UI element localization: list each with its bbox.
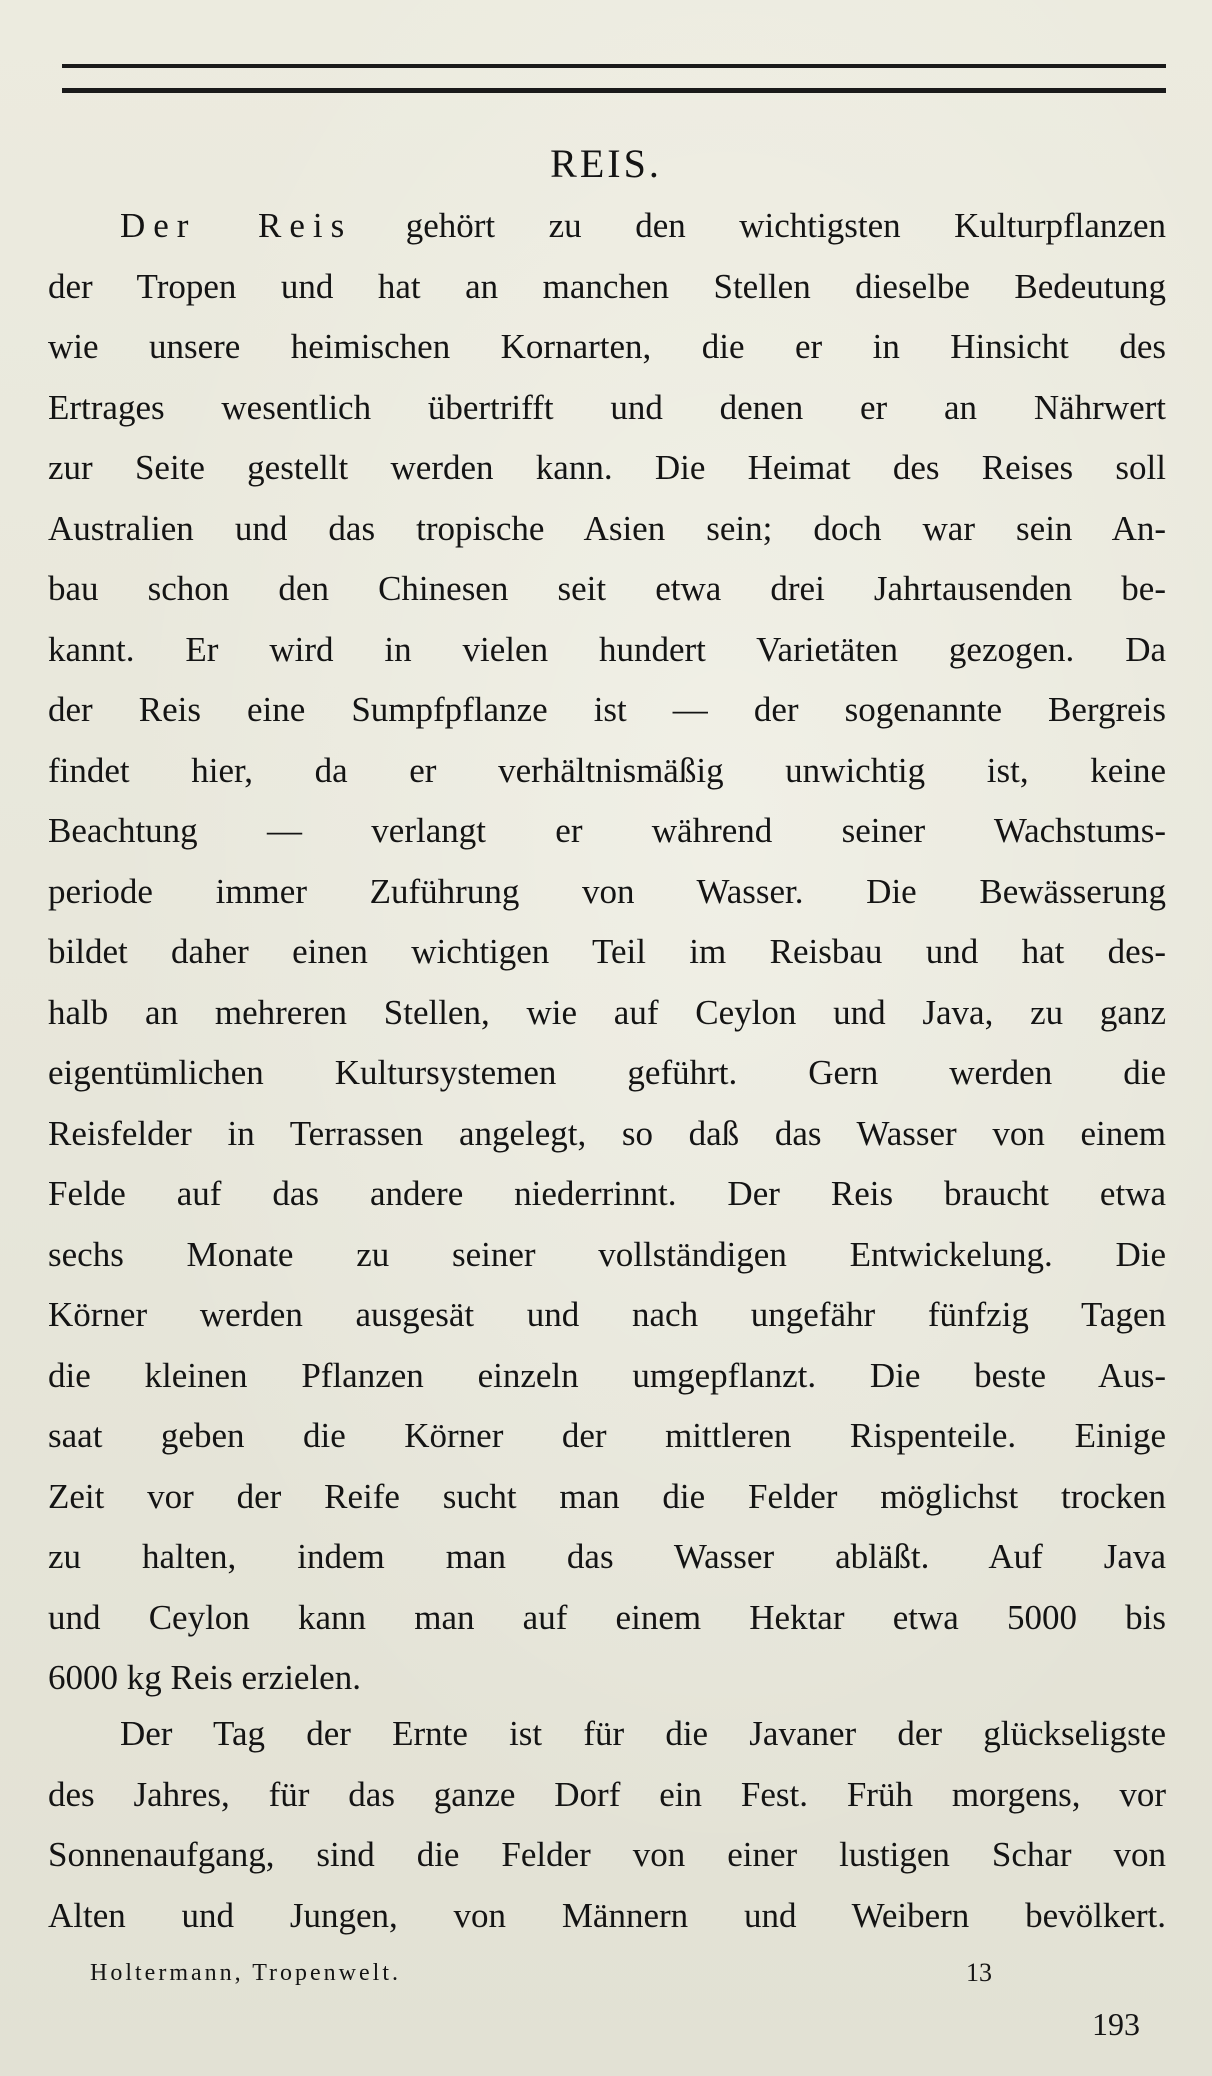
- paragraph-1: [48, 196, 1166, 1709]
- paragraph-1-line: findet hier, da er verhältnismäßig unwichtig ist, keine: [48, 750, 1166, 790]
- lead-spaced-text: Der Reis: [120, 206, 353, 245]
- paragraph-2-line: Sonnenaufgang, sind die Felder von einer lustigen Schar von: [48, 1835, 1166, 1874]
- paragraph-1-line: 6000 kg Reis erzielen.: [48, 1658, 361, 1697]
- paragraph-1-line: saat geben die Körner der mittleren Rispenteile. Einige: [48, 1416, 1166, 1455]
- footer-author-title: Holtermann, Tropenwelt.: [90, 1960, 401, 1986]
- paragraph-2: [48, 1704, 1166, 1946]
- paragraph-1-line: Reisfelder in Terrassen angelegt, so daß das Wasser von einem: [48, 1113, 1166, 1153]
- paragraph-1-line: Zeit vor der Reife sucht man die Felder möglichst trocken: [48, 1476, 1166, 1516]
- paragraph-1-line: der Reis eine Sumpfpflanze ist — der sogenannte Bergreis: [48, 690, 1166, 729]
- paragraph-1-line: halb an mehreren Stellen, wie auf Ceylon und Java, zu ganz: [48, 992, 1166, 1032]
- paragraph-1-line: bau schon den Chinesen seit etwa drei Jahrtausenden be-: [48, 569, 1166, 608]
- paragraph-1-line: zur Seite gestellt werden kann. Die Heimat des Reises soll: [48, 448, 1166, 487]
- paragraph-2-line: des Jahres, für das ganze Dorf ein Fest. Früh morgens, vor: [48, 1774, 1166, 1814]
- header-rule-thin: [62, 64, 1166, 68]
- paragraph-1-line: periode immer Zuführung von Wasser. Die Bewässerung: [48, 871, 1166, 911]
- paragraph-1-line: Felde auf das andere niederrinnt. Der Reis braucht etwa: [48, 1174, 1166, 1213]
- page-number: 193: [1092, 2006, 1140, 2042]
- paragraph-1-line: und Ceylon kann man auf einem Hektar etwa 5000 bis: [48, 1597, 1166, 1637]
- printer-signature: 13: [966, 1958, 992, 1987]
- paragraph-1-line: die kleinen Pflanzen einzeln umgepflanzt. Die beste Aus-: [48, 1355, 1166, 1395]
- paragraph-1-line: zu halten, indem man das Wasser abläßt. Auf Java: [48, 1537, 1166, 1576]
- paragraph-2-line: Der Tag der Ernte ist für die Javaner der glückseligste: [120, 1714, 1166, 1753]
- paragraph-1-line-1: Der Reis gehört zu den wichtigsten Kulturpflanzen: [120, 206, 1166, 245]
- paragraph-1-line: wie unsere heimischen Kornarten, die er in Hinsicht des: [48, 327, 1166, 366]
- paragraph-1-line: Körner werden ausgesät und nach ungefähr fünfzig Tagen: [48, 1295, 1166, 1334]
- paragraph-1-line: eigentümlichen Kultursystemen geführt. Gern werden die: [48, 1053, 1166, 1092]
- section-title: REIS.: [550, 141, 662, 186]
- paragraph-1-line: Australien und das tropische Asien sein; doch war sein An-: [48, 508, 1166, 548]
- paragraph-1-line: bildet daher einen wichtigen Teil im Reisbau und hat des-: [48, 932, 1166, 971]
- header-rule-thick: [62, 88, 1166, 93]
- paragraph-1-line: der Tropen und hat an manchen Stellen dieselbe Bedeutung: [48, 266, 1166, 306]
- paragraph-1-line: Beachtung — verlangt er während seiner Wachstums-: [48, 811, 1166, 850]
- paragraph-1-line: Ertrages wesentlich übertrifft und denen er an Nährwert: [48, 387, 1166, 427]
- paragraph-1-line: kannt. Er wird in vielen hundert Varietäten gezogen. Da: [48, 629, 1166, 669]
- paragraph-2-line: Alten und Jungen, von Männern und Weibern bevölkert.: [48, 1895, 1166, 1935]
- paragraph-1-line: sechs Monate zu seiner vollständigen Entwickelung. Die: [48, 1234, 1166, 1274]
